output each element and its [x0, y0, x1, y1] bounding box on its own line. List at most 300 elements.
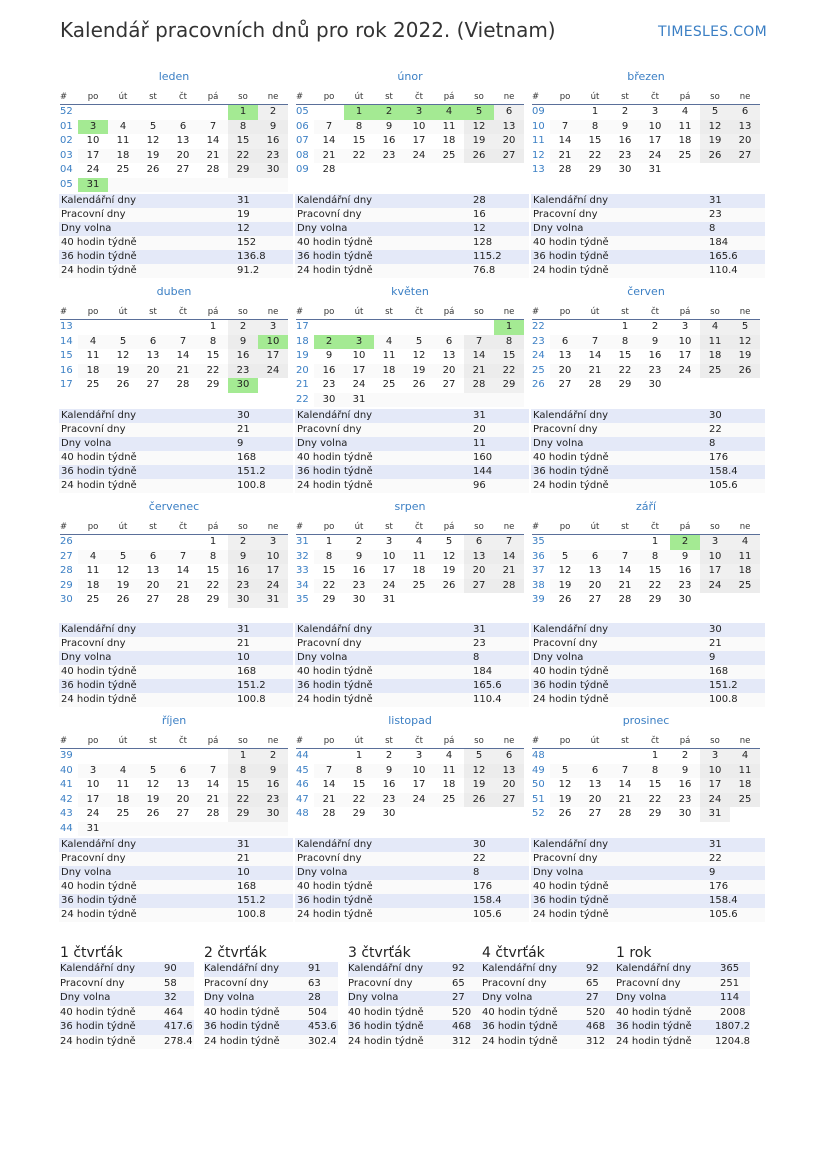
day-cell[interactable]: 22: [198, 364, 228, 379]
day-cell[interactable]: 18: [374, 364, 404, 379]
day-cell[interactable]: 2: [314, 335, 344, 350]
day-cell[interactable]: 4: [730, 535, 760, 550]
day-cell[interactable]: 23: [344, 579, 374, 594]
day-cell[interactable]: 10: [352, 350, 366, 361]
day-cell[interactable]: 25: [116, 808, 130, 819]
day-cell[interactable]: 25: [434, 149, 464, 164]
day-cell[interactable]: 21: [580, 364, 610, 379]
day-cell[interactable]: 19: [550, 793, 580, 808]
day-cell[interactable]: 20: [580, 579, 610, 594]
day-cell[interactable]: 3: [258, 535, 288, 550]
day-cell[interactable]: 6: [550, 335, 580, 350]
day-cell[interactable]: 27: [730, 149, 760, 164]
day-cell[interactable]: 14: [322, 135, 336, 146]
day-cell[interactable]: 15: [618, 350, 632, 361]
day-cell[interactable]: 5: [700, 105, 730, 120]
day-cell[interactable]: 9: [344, 550, 374, 565]
day-cell[interactable]: 7: [464, 335, 494, 350]
day-cell[interactable]: 6: [494, 749, 524, 764]
day-cell[interactable]: 17: [648, 135, 662, 146]
day-cell[interactable]: 23: [374, 793, 404, 808]
day-cell[interactable]: 15: [648, 779, 662, 790]
day-cell[interactable]: 22: [198, 579, 228, 594]
day-cell[interactable]: 22: [494, 364, 524, 379]
day-cell[interactable]: 4: [78, 550, 108, 565]
day-cell[interactable]: 28: [618, 594, 632, 605]
day-cell[interactable]: 21: [198, 793, 228, 808]
day-cell[interactable]: 21: [464, 364, 494, 379]
day-cell[interactable]: 31: [382, 594, 396, 605]
day-cell[interactable]: 5: [138, 764, 168, 779]
day-cell[interactable]: 12: [116, 350, 130, 361]
day-cell[interactable]: 26: [434, 579, 464, 594]
day-cell[interactable]: 24: [404, 149, 434, 164]
day-cell[interactable]: 23: [228, 364, 258, 379]
day-cell[interactable]: 27: [494, 149, 524, 164]
day-cell[interactable]: 27: [146, 379, 160, 390]
day-cell[interactable]: 19: [138, 793, 168, 808]
day-cell[interactable]: 19: [138, 149, 168, 164]
day-cell[interactable]: 5: [464, 105, 494, 120]
day-cell[interactable]: 12: [412, 350, 426, 361]
day-cell[interactable]: 29: [322, 594, 336, 605]
day-cell[interactable]: 6: [138, 550, 168, 565]
day-cell[interactable]: 18: [412, 565, 426, 576]
day-cell[interactable]: 28: [176, 379, 190, 390]
day-cell[interactable]: 12: [464, 764, 494, 779]
day-cell[interactable]: 9: [228, 550, 258, 565]
day-cell[interactable]: 31: [344, 393, 374, 408]
day-cell[interactable]: 23: [322, 379, 336, 390]
day-cell[interactable]: 28: [322, 164, 336, 175]
day-cell[interactable]: 25: [434, 793, 464, 808]
day-cell[interactable]: 7: [198, 120, 228, 135]
day-cell[interactable]: 4: [700, 320, 730, 335]
day-cell[interactable]: 27: [176, 808, 190, 819]
day-cell[interactable]: 9: [228, 335, 258, 350]
day-cell[interactable]: 29: [228, 163, 258, 178]
day-cell[interactable]: 13: [176, 779, 190, 790]
day-cell[interactable]: 27: [442, 379, 456, 390]
day-cell[interactable]: 20: [494, 778, 524, 793]
day-cell[interactable]: 9: [670, 764, 700, 779]
day-cell[interactable]: 31: [258, 593, 288, 608]
day-cell[interactable]: 10: [700, 550, 730, 565]
day-cell[interactable]: 21: [494, 564, 524, 579]
day-cell[interactable]: 23: [258, 793, 288, 808]
day-cell[interactable]: 3: [681, 321, 689, 332]
day-cell[interactable]: 2: [681, 750, 689, 761]
day-cell[interactable]: 16: [352, 565, 366, 576]
day-cell[interactable]: 2: [374, 105, 404, 120]
day-cell[interactable]: 21: [610, 579, 640, 594]
day-cell[interactable]: 25: [382, 379, 396, 390]
day-cell[interactable]: 24: [700, 793, 730, 808]
day-cell[interactable]: 25: [670, 149, 700, 164]
day-cell[interactable]: 20: [168, 793, 198, 808]
day-cell[interactable]: 12: [434, 550, 464, 565]
day-cell[interactable]: 25: [116, 164, 130, 175]
day-cell[interactable]: 17: [412, 779, 426, 790]
day-cell[interactable]: 18: [700, 349, 730, 364]
day-cell[interactable]: 17: [78, 149, 108, 164]
day-cell[interactable]: 25: [730, 793, 760, 808]
day-cell[interactable]: 8: [580, 120, 610, 135]
day-cell[interactable]: 26: [146, 808, 160, 819]
day-cell[interactable]: 10: [86, 779, 100, 790]
day-cell[interactable]: 11: [116, 779, 130, 790]
day-cell[interactable]: 13: [442, 350, 456, 361]
day-cell[interactable]: 10: [258, 550, 288, 565]
day-cell[interactable]: 2: [228, 535, 258, 550]
day-cell[interactable]: 18: [78, 364, 108, 379]
day-cell[interactable]: 18: [442, 135, 456, 146]
day-cell[interactable]: 15: [352, 779, 366, 790]
day-cell[interactable]: 17: [678, 350, 692, 361]
day-cell[interactable]: 10: [700, 764, 730, 779]
day-cell[interactable]: 15: [206, 565, 220, 576]
day-cell[interactable]: 2: [621, 106, 629, 117]
day-cell[interactable]: 10: [374, 550, 404, 565]
day-cell[interactable]: 18: [730, 564, 760, 579]
day-cell[interactable]: 18: [730, 778, 760, 793]
day-cell[interactable]: 11: [434, 764, 464, 779]
day-cell[interactable]: 2: [385, 750, 393, 761]
day-cell[interactable]: 14: [588, 350, 602, 361]
day-cell[interactable]: 27: [494, 793, 524, 808]
day-cell[interactable]: 31: [78, 822, 108, 837]
day-cell[interactable]: 1: [325, 536, 333, 547]
day-cell[interactable]: 28: [176, 594, 190, 605]
day-cell[interactable]: 7: [494, 535, 524, 550]
day-cell[interactable]: 21: [168, 364, 198, 379]
day-cell[interactable]: 1: [344, 105, 374, 120]
day-cell[interactable]: 6: [730, 105, 760, 120]
day-cell[interactable]: 22: [580, 149, 610, 164]
day-cell[interactable]: 8: [640, 764, 670, 779]
day-cell[interactable]: 27: [588, 594, 602, 605]
day-cell[interactable]: 21: [198, 149, 228, 164]
day-cell[interactable]: 28: [558, 164, 572, 175]
day-cell[interactable]: 20: [168, 149, 198, 164]
day-cell[interactable]: 1: [228, 105, 258, 120]
day-cell[interactable]: 21: [168, 579, 198, 594]
day-cell[interactable]: 5: [108, 550, 138, 565]
day-cell[interactable]: 3: [700, 749, 730, 764]
day-cell[interactable]: 14: [558, 135, 572, 146]
day-cell[interactable]: 26: [464, 149, 494, 164]
day-cell[interactable]: 1: [591, 106, 599, 117]
day-cell[interactable]: 18: [108, 793, 138, 808]
day-cell[interactable]: 20: [138, 364, 168, 379]
day-cell[interactable]: 27: [588, 808, 602, 819]
day-cell[interactable]: 5: [108, 335, 138, 350]
day-cell[interactable]: 2: [258, 105, 288, 120]
day-cell[interactable]: 30: [648, 379, 662, 390]
day-cell[interactable]: 20: [730, 134, 760, 149]
day-cell[interactable]: 13: [494, 120, 524, 135]
day-cell[interactable]: 11: [116, 135, 130, 146]
day-cell[interactable]: 7: [314, 764, 344, 779]
day-cell[interactable]: 3: [415, 750, 423, 761]
day-cell[interactable]: 18: [678, 135, 692, 146]
day-cell[interactable]: 14: [322, 779, 336, 790]
day-cell[interactable]: 14: [176, 565, 190, 576]
day-cell[interactable]: 3: [258, 320, 288, 335]
day-cell[interactable]: 11: [670, 120, 700, 135]
day-cell[interactable]: 14: [494, 550, 524, 565]
day-cell[interactable]: 19: [464, 134, 494, 149]
day-cell[interactable]: 31: [648, 164, 662, 175]
day-cell[interactable]: 10: [258, 335, 288, 350]
day-cell[interactable]: 13: [558, 350, 572, 361]
day-cell[interactable]: 17: [412, 135, 426, 146]
day-cell[interactable]: 22: [228, 149, 258, 164]
day-cell[interactable]: 17: [382, 565, 396, 576]
day-cell[interactable]: 16: [228, 564, 258, 579]
day-cell[interactable]: 5: [730, 320, 760, 335]
day-cell[interactable]: 16: [258, 778, 288, 793]
day-cell[interactable]: 4: [415, 536, 423, 547]
day-cell[interactable]: 15: [648, 565, 662, 576]
day-cell[interactable]: 12: [700, 120, 730, 135]
day-cell[interactable]: 15: [494, 349, 524, 364]
day-cell[interactable]: 5: [138, 120, 168, 135]
day-cell[interactable]: 19: [464, 778, 494, 793]
day-cell[interactable]: 2: [670, 535, 700, 550]
day-cell[interactable]: 3: [385, 536, 393, 547]
day-cell[interactable]: 18: [442, 779, 456, 790]
day-cell[interactable]: 29: [618, 379, 632, 390]
day-cell[interactable]: 20: [580, 793, 610, 808]
day-cell[interactable]: 9: [374, 120, 404, 135]
day-cell[interactable]: 5: [445, 536, 453, 547]
day-cell[interactable]: 16: [648, 350, 662, 361]
day-cell[interactable]: 4: [681, 106, 689, 117]
day-cell[interactable]: 24: [258, 579, 288, 594]
day-cell[interactable]: 4: [108, 120, 138, 135]
day-cell[interactable]: 30: [258, 163, 288, 178]
day-cell[interactable]: 9: [610, 120, 640, 135]
day-cell[interactable]: 23: [640, 364, 670, 379]
day-cell[interactable]: 6: [138, 335, 168, 350]
day-cell[interactable]: 14: [206, 779, 220, 790]
day-cell[interactable]: 16: [678, 565, 692, 576]
day-cell[interactable]: 20: [550, 364, 580, 379]
day-cell[interactable]: 1: [209, 321, 217, 332]
day-cell[interactable]: 13: [146, 350, 160, 361]
day-cell[interactable]: 23: [610, 149, 640, 164]
day-cell[interactable]: 1: [621, 321, 629, 332]
day-cell[interactable]: 30: [228, 378, 258, 393]
day-cell[interactable]: 6: [434, 335, 464, 350]
day-cell[interactable]: 17: [700, 564, 730, 579]
day-cell[interactable]: 19: [404, 364, 434, 379]
day-cell[interactable]: 12: [558, 779, 572, 790]
day-cell[interactable]: 6: [494, 105, 524, 120]
day-cell[interactable]: 20: [434, 364, 464, 379]
day-cell[interactable]: 26: [700, 149, 730, 164]
day-cell[interactable]: 10: [670, 335, 700, 350]
day-cell[interactable]: 21: [314, 793, 344, 808]
day-cell[interactable]: 19: [700, 134, 730, 149]
day-cell[interactable]: 1: [228, 749, 258, 764]
day-cell[interactable]: 30: [382, 808, 396, 819]
day-cell[interactable]: 7: [314, 120, 344, 135]
day-cell[interactable]: 10: [640, 120, 670, 135]
day-cell[interactable]: 8: [228, 764, 258, 779]
day-cell[interactable]: 8: [314, 550, 344, 565]
day-cell[interactable]: 4: [108, 764, 138, 779]
day-cell[interactable]: 11: [86, 350, 100, 361]
day-cell[interactable]: 17: [700, 778, 730, 793]
day-cell[interactable]: 17: [258, 349, 288, 364]
day-cell[interactable]: 15: [206, 350, 220, 361]
day-cell[interactable]: 27: [558, 379, 572, 390]
day-cell[interactable]: 19: [730, 349, 760, 364]
day-cell[interactable]: 28: [464, 378, 494, 393]
day-cell[interactable]: 18: [108, 149, 138, 164]
day-cell[interactable]: 16: [382, 779, 396, 790]
day-cell[interactable]: 11: [730, 764, 760, 779]
day-cell[interactable]: 5: [550, 550, 580, 565]
day-cell[interactable]: 27: [464, 579, 494, 594]
day-cell[interactable]: 20: [494, 134, 524, 149]
day-cell[interactable]: 26: [464, 793, 494, 808]
day-cell[interactable]: 1: [355, 750, 363, 761]
day-cell[interactable]: 30: [678, 808, 692, 819]
day-cell[interactable]: 12: [146, 135, 160, 146]
day-cell[interactable]: 30: [352, 594, 366, 605]
day-cell[interactable]: 15: [228, 134, 258, 149]
day-cell[interactable]: 6: [168, 764, 198, 779]
day-cell[interactable]: 14: [618, 779, 632, 790]
day-cell[interactable]: 30: [314, 393, 344, 408]
day-cell[interactable]: 19: [550, 579, 580, 594]
day-cell[interactable]: 8: [198, 335, 228, 350]
day-cell[interactable]: 12: [116, 565, 130, 576]
day-cell[interactable]: 17: [258, 564, 288, 579]
day-cell[interactable]: 30: [228, 593, 258, 608]
day-cell[interactable]: 26: [146, 164, 160, 175]
day-cell[interactable]: 6: [580, 764, 610, 779]
day-cell[interactable]: 19: [108, 579, 138, 594]
day-cell[interactable]: 11: [404, 550, 434, 565]
day-cell[interactable]: 2: [228, 320, 258, 335]
day-cell[interactable]: 26: [116, 594, 130, 605]
day-cell[interactable]: 3: [78, 120, 108, 135]
day-cell[interactable]: 30: [618, 164, 632, 175]
day-cell[interactable]: 22: [344, 793, 374, 808]
day-cell[interactable]: 1: [651, 536, 659, 547]
day-cell[interactable]: 6: [464, 535, 494, 550]
day-cell[interactable]: 24: [670, 364, 700, 379]
day-cell[interactable]: 25: [700, 364, 730, 379]
day-cell[interactable]: 16: [618, 135, 632, 146]
day-cell[interactable]: 8: [344, 764, 374, 779]
day-cell[interactable]: 29: [648, 594, 662, 605]
day-cell[interactable]: 6: [168, 120, 198, 135]
day-cell[interactable]: 3: [78, 764, 108, 779]
day-cell[interactable]: 13: [730, 120, 760, 135]
day-cell[interactable]: 15: [322, 565, 336, 576]
day-cell[interactable]: 9: [325, 350, 333, 361]
day-cell[interactable]: 20: [138, 579, 168, 594]
day-cell[interactable]: 4: [78, 335, 108, 350]
day-cell[interactable]: 28: [494, 579, 524, 594]
day-cell[interactable]: 7: [168, 335, 198, 350]
day-cell[interactable]: 16: [678, 779, 692, 790]
day-cell[interactable]: 23: [374, 149, 404, 164]
day-cell[interactable]: 28: [206, 808, 220, 819]
day-cell[interactable]: 15: [228, 778, 258, 793]
day-cell[interactable]: 13: [146, 565, 160, 576]
day-cell[interactable]: 19: [108, 364, 138, 379]
day-cell[interactable]: 7: [168, 550, 198, 565]
day-cell[interactable]: 12: [464, 120, 494, 135]
day-cell[interactable]: 26: [558, 594, 572, 605]
day-cell[interactable]: 27: [176, 164, 190, 175]
day-cell[interactable]: 29: [648, 808, 662, 819]
day-cell[interactable]: 24: [258, 364, 288, 379]
day-cell[interactable]: 1: [651, 750, 659, 761]
day-cell[interactable]: 30: [258, 807, 288, 822]
day-cell[interactable]: 21: [550, 149, 580, 164]
day-cell[interactable]: 16: [314, 364, 344, 379]
day-cell[interactable]: 2: [355, 536, 363, 547]
day-cell[interactable]: 30: [678, 594, 692, 605]
day-cell[interactable]: 10: [404, 120, 434, 135]
day-cell[interactable]: 8: [344, 120, 374, 135]
day-cell[interactable]: 7: [550, 120, 580, 135]
day-cell[interactable]: 12: [558, 565, 572, 576]
day-cell[interactable]: 3: [404, 105, 434, 120]
day-cell[interactable]: 17: [344, 364, 374, 379]
day-cell[interactable]: 7: [580, 335, 610, 350]
day-cell[interactable]: 12: [730, 335, 760, 350]
day-cell[interactable]: 18: [78, 579, 108, 594]
day-cell[interactable]: 5: [550, 764, 580, 779]
day-cell[interactable]: 9: [670, 550, 700, 565]
day-cell[interactable]: 25: [86, 594, 100, 605]
day-cell[interactable]: 19: [442, 565, 456, 576]
day-cell[interactable]: 4: [445, 750, 453, 761]
day-cell[interactable]: 11: [382, 350, 396, 361]
day-cell[interactable]: 26: [116, 379, 130, 390]
day-cell[interactable]: 23: [670, 579, 700, 594]
day-cell[interactable]: 11: [730, 550, 760, 565]
day-cell[interactable]: 24: [86, 808, 100, 819]
day-cell[interactable]: 9: [258, 120, 288, 135]
day-cell[interactable]: 24: [86, 164, 100, 175]
day-cell[interactable]: 14: [176, 350, 190, 361]
day-cell[interactable]: 29: [588, 164, 602, 175]
day-cell[interactable]: 21: [314, 149, 344, 164]
day-cell[interactable]: 25: [404, 579, 434, 594]
day-cell[interactable]: 4: [434, 105, 464, 120]
day-cell[interactable]: 24: [352, 379, 366, 390]
day-cell[interactable]: 9: [640, 335, 670, 350]
day-cell[interactable]: 11: [700, 335, 730, 350]
brand-link[interactable]: TIMESLES.COM: [658, 24, 767, 40]
day-cell[interactable]: 29: [206, 594, 220, 605]
day-cell[interactable]: 16: [228, 349, 258, 364]
day-cell[interactable]: 13: [176, 135, 190, 146]
day-cell[interactable]: 9: [258, 764, 288, 779]
day-cell[interactable]: 9: [374, 764, 404, 779]
day-cell[interactable]: 8: [198, 550, 228, 565]
day-cell[interactable]: 22: [640, 579, 670, 594]
